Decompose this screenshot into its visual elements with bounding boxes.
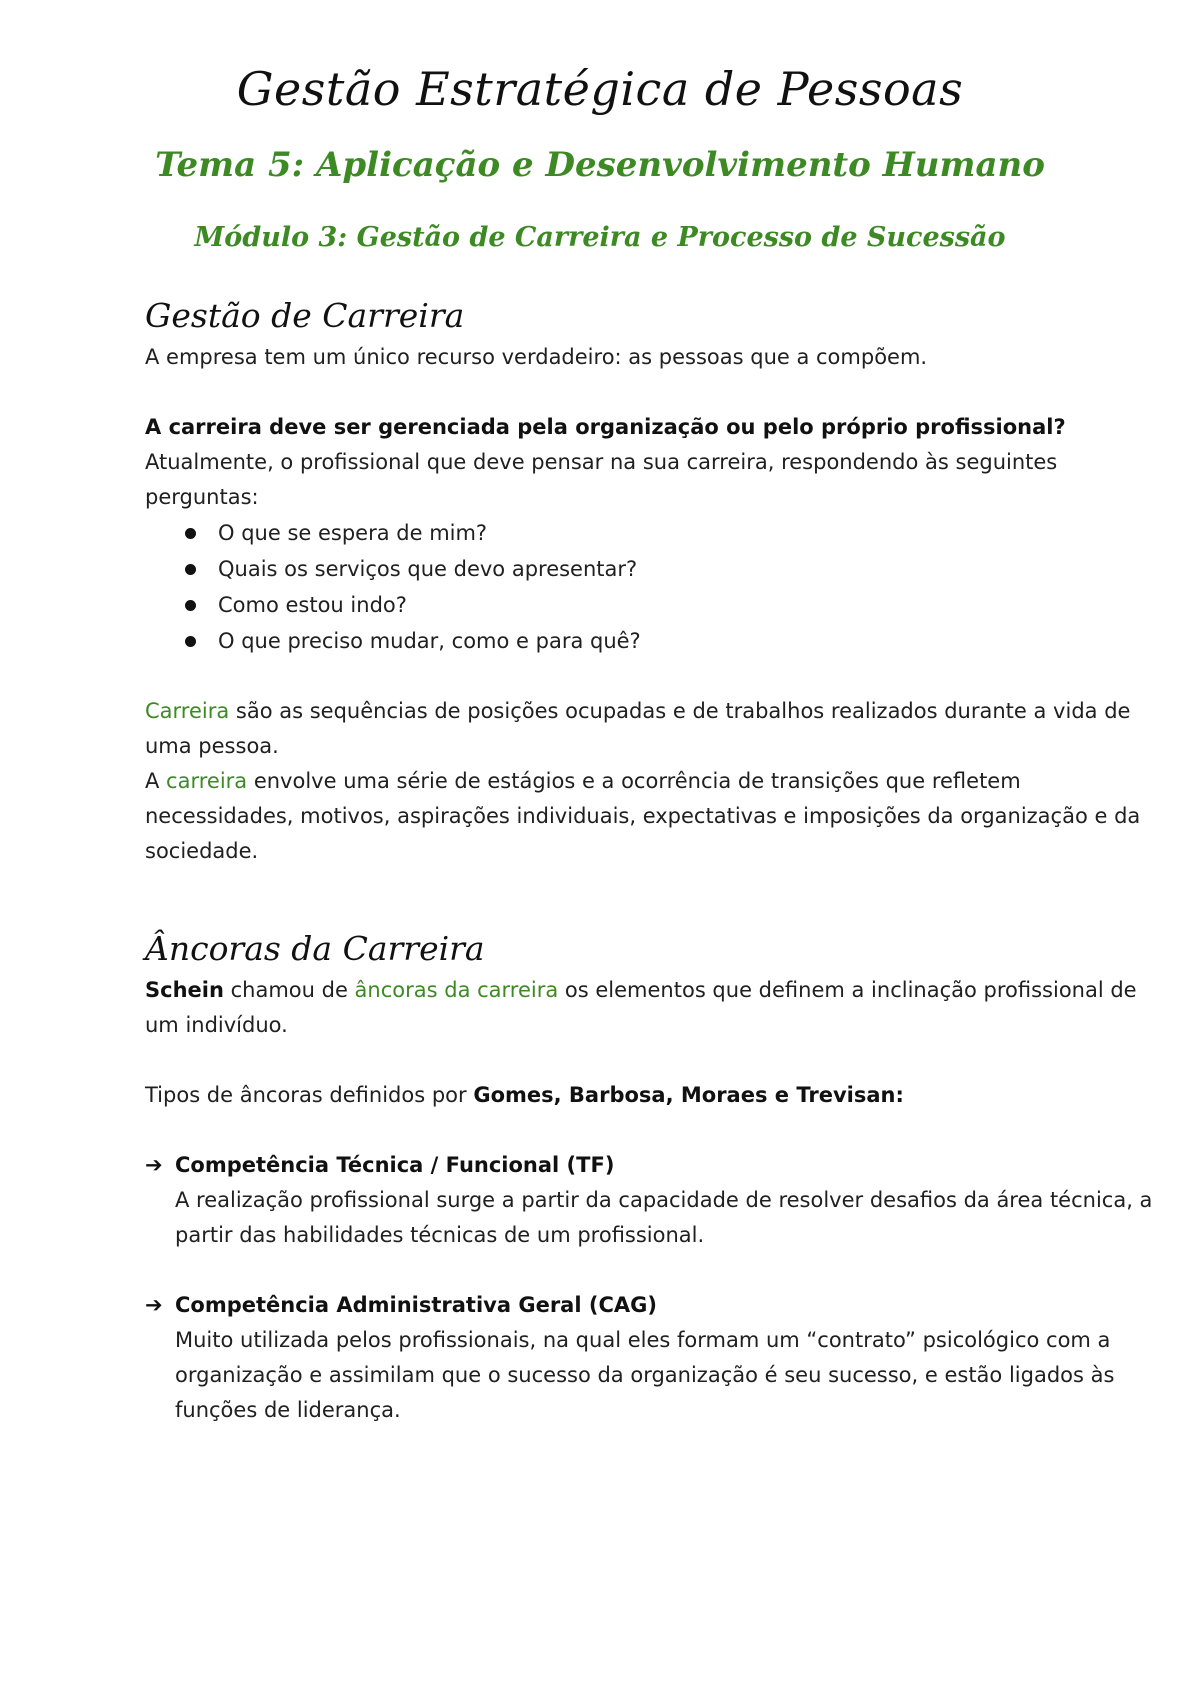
anchor-title: Competência Técnica / Funcional (TF) xyxy=(175,1153,615,1177)
topic-subtitle: Tema 5: Aplicação e Desenvolvimento Humano xyxy=(155,145,1045,185)
bullet-icon xyxy=(185,528,196,539)
section-heading-anchors: Âncoras da Carreira xyxy=(145,929,485,968)
schein-name: Schein xyxy=(145,978,224,1002)
anchor-description: Muito utilizada pelos profissionais, na qual eles formam um “contrato” psicológico com a organização e assimilam que o sucesso da organização é seu sucesso, e estão ligados às funções de liderança. xyxy=(175,1328,1115,1422)
arrow-right-icon: ➔ xyxy=(145,1293,163,1317)
list-item: Como estou indo? xyxy=(185,587,1175,623)
anchor-item-cag xyxy=(145,1288,1175,1428)
answer-paragraph: Atualmente, o profissional que deve pensar na sua carreira, respondendo às seguintes perguntas: xyxy=(145,450,1058,509)
anchor-types-paragraph: Tipos de âncoras definidos por Gomes, Barbosa, Moraes e Trevisan: xyxy=(145,1083,904,1107)
bullet-icon xyxy=(185,600,196,611)
career-definition-paragraph: Carreira são as sequências de posições ocupadas e de trabalhos realizados durante a vida de uma pessoa. xyxy=(145,699,1131,758)
schein-paragraph: Schein chamou de âncoras da carreira os elementos que definem a inclinação profissional de um indivíduo. xyxy=(145,978,1137,1037)
career-stages-paragraph: A carreira envolve uma série de estágios e a ocorrência de transições que refletem necessidades, motivos, aspirações individuais, expectativas e imposições da organização e da sociedade. xyxy=(145,769,1141,863)
question-text: A carreira deve ser gerenciada pela organização ou pelo próprio profissional? xyxy=(145,415,1066,439)
bullet-icon xyxy=(185,564,196,575)
module-subtitle: Módulo 3: Gestão de Carreira e Processo de Sucessão xyxy=(194,222,1006,253)
anchors-term: âncoras da carreira xyxy=(354,978,559,1002)
intro-paragraph: A empresa tem um único recurso verdadeiro: as pessoas que a compõem. xyxy=(145,345,928,369)
career-term: Carreira xyxy=(145,699,230,723)
anchor-item-tf xyxy=(145,1148,1175,1253)
content-body xyxy=(145,292,1175,1428)
anchor-title: Competência Administrativa Geral (CAG) xyxy=(175,1293,657,1317)
list-item: Quais os serviços que devo apresentar? xyxy=(185,551,1175,587)
question-paragraph xyxy=(145,410,1175,445)
bullet-icon xyxy=(185,636,196,647)
section-heading-career: Gestão de Carreira xyxy=(145,296,465,335)
authors-names: Gomes, Barbosa, Moraes e Trevisan: xyxy=(473,1083,904,1107)
arrow-right-icon: ➔ xyxy=(145,1153,163,1177)
questions-list xyxy=(145,515,1175,659)
anchor-description: A realização profissional surge a partir da capacidade de resolver desafios da área técnica, a partir das habilidades técnicas de um profissional. xyxy=(175,1188,1153,1247)
career-term: carreira xyxy=(166,769,248,793)
list-item: O que se espera de mim? xyxy=(185,515,1175,551)
page-title: Gestão Estratégica de Pessoas xyxy=(236,62,964,116)
list-item: O que preciso mudar, como e para quê? xyxy=(185,623,1175,659)
